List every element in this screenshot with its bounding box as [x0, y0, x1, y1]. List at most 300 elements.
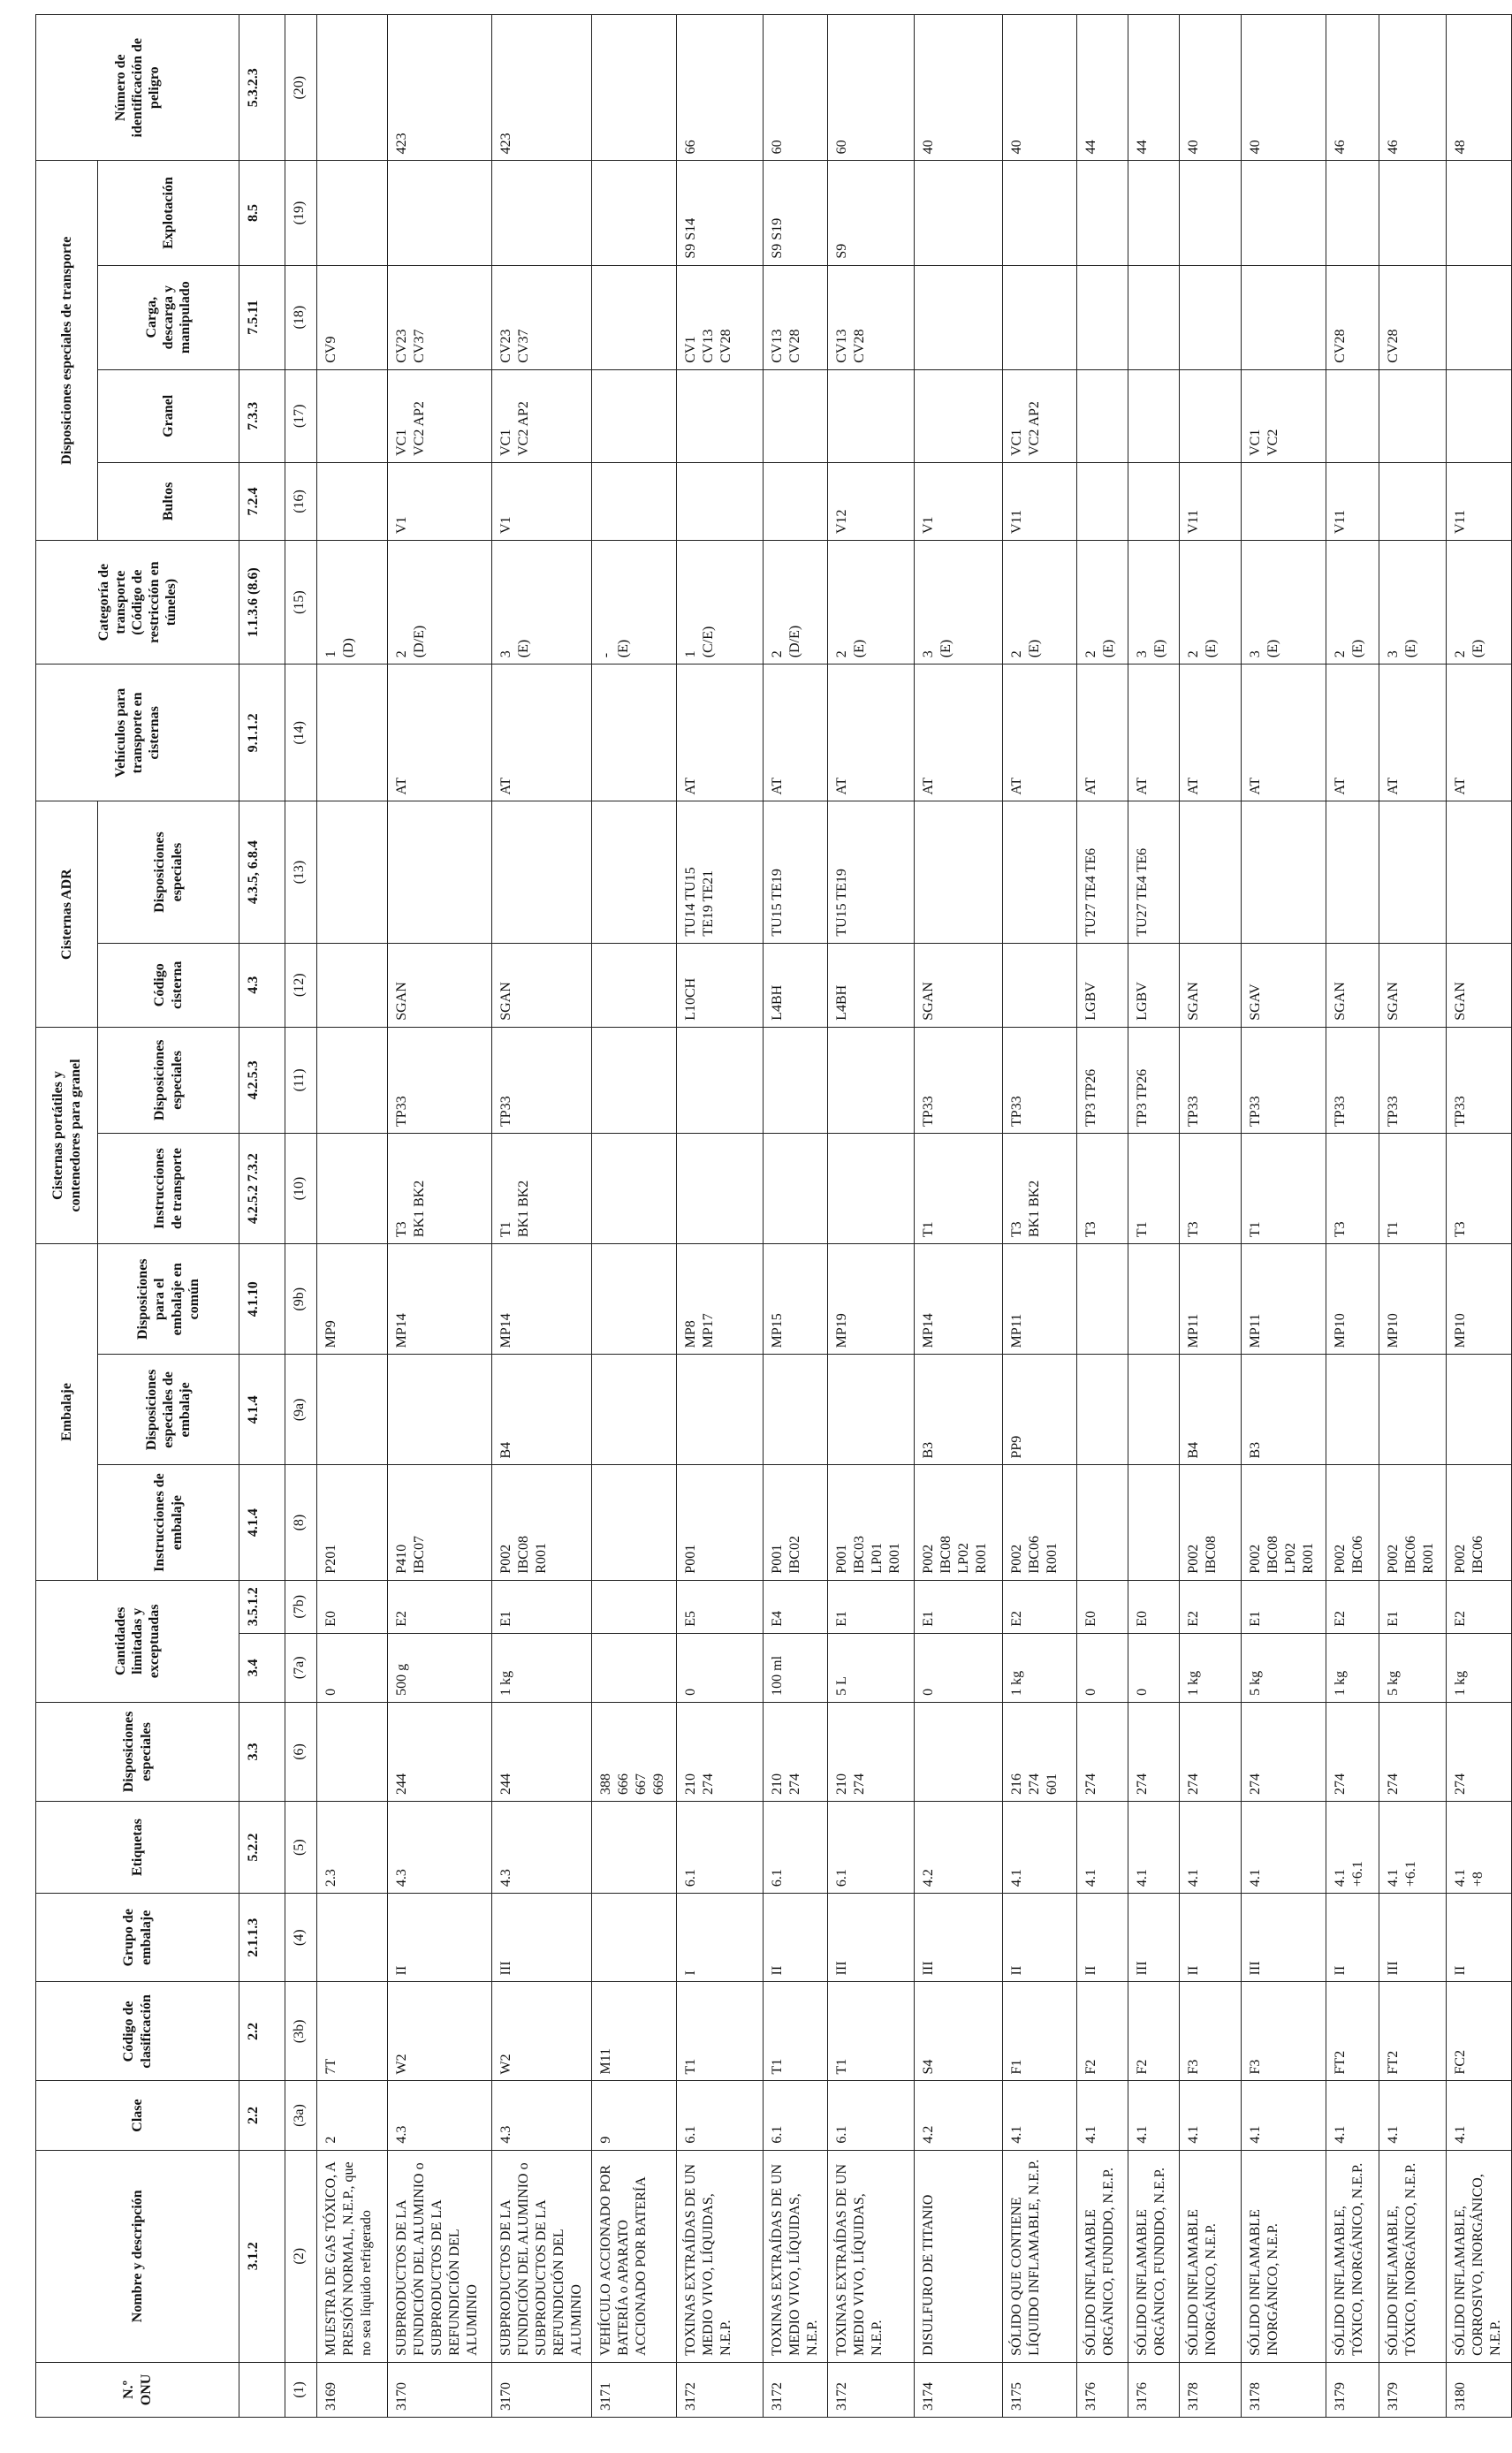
table-cell: SGAN: [492, 943, 592, 1027]
table-cell: [1447, 161, 1512, 265]
table-cell: [592, 369, 677, 462]
table-cell: TP3 TP26: [1077, 1027, 1128, 1133]
table-cell: [388, 161, 492, 265]
table-cell: 3176: [1128, 2362, 1180, 2417]
table-cell: V11: [1180, 462, 1242, 540]
header-adr-tanks: Cisternas ADR: [36, 801, 98, 1027]
table-cell: 3172: [828, 2362, 915, 2417]
table-cell: I: [677, 1894, 764, 1982]
table-cell: [592, 943, 677, 1027]
substance-name-cell: SÓLIDO QUE CONTIENE LÍQUIDO INFLAMABLE, N.E.P.: [1003, 2150, 1077, 2362]
table-cell: [592, 1894, 677, 1982]
table-row: [1326, 15, 1379, 2418]
header-class: Clase: [36, 2081, 239, 2150]
table-cell: E0: [1077, 1580, 1128, 1633]
table-cell: 40: [1180, 15, 1242, 161]
table-row: [915, 15, 1003, 2418]
table-cell: AT: [677, 665, 764, 801]
table-cell: F1: [1003, 1982, 1077, 2081]
header-special-packing: Disposiciones especiales de embalaje: [98, 1355, 239, 1465]
rotated-page: [35, 14, 1503, 2418]
table-cell: T1: [764, 1982, 828, 2081]
ref-cell: 7.3.3: [239, 369, 285, 462]
table-cell: AT: [764, 665, 828, 801]
table-cell: PP9: [1003, 1355, 1077, 1465]
table-cell: 2 (E): [828, 541, 915, 665]
table-cell: 4.3: [492, 2081, 592, 2150]
table-cell: 3174: [915, 2362, 1003, 2417]
table-cell: SGAN: [1447, 943, 1512, 1027]
table-cell: P002 IBC06 R001: [1003, 1465, 1077, 1580]
table-cell: T3: [1077, 1133, 1128, 1243]
table-row: [592, 15, 677, 2418]
table-cell: 2: [317, 2081, 388, 2150]
table-row: [1242, 15, 1326, 2418]
table-cell: 4.1 +6.1: [1379, 1802, 1447, 1894]
table-cell: 3170: [388, 2362, 492, 2417]
table-cell: TU14 TU15 TE19 TE21: [677, 801, 764, 943]
table-cell: [1447, 265, 1512, 369]
table-cell: AT: [915, 665, 1003, 801]
table-cell: 44: [1077, 15, 1128, 161]
table-cell: CV9: [317, 265, 388, 369]
table-cell: 1 kg: [1447, 1633, 1512, 1702]
colnum-cell: (20): [285, 15, 317, 161]
table-cell: 423: [388, 15, 492, 161]
table-cell: B3: [1242, 1355, 1326, 1465]
table-cell: F2: [1128, 1982, 1180, 2081]
table-cell: S9 S19: [764, 161, 828, 265]
table-cell: [388, 801, 492, 943]
table-cell: MP15: [764, 1244, 828, 1355]
table-cell: [1242, 265, 1326, 369]
table-cell: W2: [388, 1982, 492, 2081]
header-loading: Carga, descarga y manipulado: [98, 265, 239, 369]
table-cell: V1: [915, 462, 1003, 540]
header-adr-tank-special: Disposiciones especiales: [98, 801, 239, 943]
ref-cell: 4.1.10: [239, 1244, 285, 1355]
ref-cell: 2.2: [239, 2081, 285, 2150]
table-cell: VC1 VC2 AP2: [492, 369, 592, 462]
table-cell: E1: [1379, 1580, 1447, 1633]
table-cell: FC2: [1447, 1982, 1512, 2081]
table-cell: [764, 1027, 828, 1133]
table-cell: III: [828, 1894, 915, 1982]
table-cell: II: [1003, 1894, 1077, 1982]
colnum-cell: (9b): [285, 1244, 317, 1355]
table-cell: 4.1: [1128, 1802, 1180, 1894]
table-cell: [764, 462, 828, 540]
table-cell: TP33: [1379, 1027, 1447, 1133]
table-cell: [828, 1355, 915, 1465]
table-cell: [317, 1133, 388, 1243]
substance-name-cell: SÓLIDO INFLAMABLE, TÓXICO, INORGÁNICO, N.E.P.: [1379, 2150, 1447, 2362]
table-cell: TP33: [1326, 1027, 1379, 1133]
table-cell: VC1 VC2 AP2: [388, 369, 492, 462]
table-cell: E0: [317, 1580, 388, 1633]
colnum-cell: (11): [285, 1027, 317, 1133]
table-cell: T1 BK1 BK2: [492, 1133, 592, 1243]
table-cell: 4.1: [1447, 2081, 1512, 2150]
table-cell: E0: [1128, 1580, 1180, 1633]
table-cell: [1180, 265, 1242, 369]
table-cell: 4.1: [1077, 1802, 1128, 1894]
table-cell: AT: [1379, 665, 1447, 801]
table-cell: 4.1: [1003, 2081, 1077, 2150]
table-cell: 2 (E): [1180, 541, 1242, 665]
ref-cell: 3.5.1.2: [239, 1580, 285, 1633]
header-limited-quantities: Cantidades limitadas y exceptuadas: [36, 1580, 239, 1702]
table-cell: MP11: [1242, 1244, 1326, 1355]
table-cell: [677, 1355, 764, 1465]
table-cell: [388, 1355, 492, 1465]
table-cell: [592, 665, 677, 801]
table-cell: III: [1379, 1894, 1447, 1982]
table-cell: 3171: [592, 2362, 677, 2417]
header-un-no: N.º ONU: [36, 2362, 239, 2417]
table-cell: [492, 161, 592, 265]
table-cell: [1077, 1355, 1128, 1465]
table-cell: 7T: [317, 1982, 388, 2081]
table-cell: V11: [1447, 462, 1512, 540]
table-cell: 5 kg: [1242, 1633, 1326, 1702]
table-cell: [1128, 369, 1180, 462]
header-mixed-packing: Disposiciones para el embalaje en común: [98, 1244, 239, 1355]
table-cell: P001: [677, 1465, 764, 1580]
table-row: [1180, 15, 1242, 2418]
table-cell: SGAN: [1379, 943, 1447, 1027]
table-cell: CV23 CV37: [388, 265, 492, 369]
table-cell: VC1 VC2: [1242, 369, 1326, 462]
table-cell: [915, 265, 1003, 369]
table-cell: 3 (E): [915, 541, 1003, 665]
table-cell: TP33: [1180, 1027, 1242, 1133]
header-special-provisions: Disposiciones especiales: [36, 1702, 239, 1801]
table-cell: 3 (E): [492, 541, 592, 665]
table-cell: CV28: [1326, 265, 1379, 369]
ref-cell: 7.5.11: [239, 265, 285, 369]
table-cell: AT: [1326, 665, 1379, 801]
table-cell: III: [1242, 1894, 1326, 1982]
table-cell: P410 IBC07: [388, 1465, 492, 1580]
table-cell: [915, 161, 1003, 265]
table-cell: E5: [677, 1580, 764, 1633]
table-cell: [1128, 265, 1180, 369]
table-cell: 2 (D/E): [388, 541, 492, 665]
table-cell: TP33: [915, 1027, 1003, 1133]
header-vehicle: Vehículos para transporte en cisternas: [36, 665, 239, 801]
ref-cell: 4.2.5.2 7.3.2: [239, 1133, 285, 1243]
header-labels: Etiquetas: [36, 1802, 239, 1894]
table-cell: 2 (E): [1447, 541, 1512, 665]
table-cell: [1447, 1355, 1512, 1465]
table-row: [388, 15, 492, 2418]
table-cell: V1: [492, 462, 592, 540]
table-cell: CV1 CV13 CV28: [677, 265, 764, 369]
table-cell: 3176: [1077, 2362, 1128, 2417]
table-cell: FT2: [1379, 1982, 1447, 2081]
ref-cell: [239, 2362, 285, 2417]
table-cell: TP33: [388, 1027, 492, 1133]
table-cell: 44: [1128, 15, 1180, 161]
table-cell: 3180: [1447, 2362, 1512, 2417]
table-cell: TP33: [1447, 1027, 1512, 1133]
table-cell: [1128, 1355, 1180, 1465]
table-cell: 6.1: [764, 1802, 828, 1894]
table-cell: SGAN: [1180, 943, 1242, 1027]
table-cell: S9: [828, 161, 915, 265]
table-cell: S4: [915, 1982, 1003, 2081]
table-cell: 244: [492, 1702, 592, 1801]
table-cell: [1242, 161, 1326, 265]
table-cell: 274: [1447, 1702, 1512, 1801]
ref-cell: 7.2.4: [239, 462, 285, 540]
table-cell: 1 kg: [1326, 1633, 1379, 1702]
table-cell: 3178: [1180, 2362, 1242, 2417]
table-cell: MP14: [915, 1244, 1003, 1355]
header-class-code: Código de clasificación: [36, 1982, 239, 2081]
table-cell: 46: [1379, 15, 1447, 161]
table-cell: 2 (E): [1003, 541, 1077, 665]
table-cell: 40: [915, 15, 1003, 161]
table-cell: 6.1: [677, 1802, 764, 1894]
table-cell: 0: [677, 1633, 764, 1702]
table-cell: 274: [1077, 1702, 1128, 1801]
table-cell: [317, 462, 388, 540]
table-cell: [915, 801, 1003, 943]
table-cell: LGBV: [1077, 943, 1128, 1027]
table-cell: [677, 1133, 764, 1243]
table-cell: III: [1128, 1894, 1180, 1982]
table-cell: 274: [1242, 1702, 1326, 1801]
table-cell: V11: [1326, 462, 1379, 540]
table-cell: T1: [1379, 1133, 1447, 1243]
table-cell: 423: [492, 15, 592, 161]
table-cell: 210 274: [828, 1702, 915, 1801]
table-cell: E4: [764, 1580, 828, 1633]
ref-cell: 4.1.4: [239, 1355, 285, 1465]
table-cell: 40: [1242, 15, 1326, 161]
colnum-cell: (2): [285, 2150, 317, 2362]
table-cell: 4.1: [1128, 2081, 1180, 2150]
table-row: [1077, 15, 1128, 2418]
table-cell: 210 274: [764, 1702, 828, 1801]
table-cell: P001 IBC02: [764, 1465, 828, 1580]
table-cell: 0: [1077, 1633, 1128, 1702]
table-cell: MP10: [1447, 1244, 1512, 1355]
table-cell: [317, 943, 388, 1027]
table-cell: VC1 VC2 AP2: [1003, 369, 1077, 462]
table-cell: [677, 369, 764, 462]
table-cell: [317, 1355, 388, 1465]
table-cell: [764, 369, 828, 462]
table-cell: V11: [1003, 462, 1077, 540]
header-tank-special: Disposiciones especiales: [98, 1027, 239, 1133]
table-cell: 1 (D): [317, 541, 388, 665]
table-cell: E2: [1180, 1580, 1242, 1633]
table-cell: 216 274 601: [1003, 1702, 1077, 1801]
header-packaging: Embalaje: [36, 1244, 98, 1581]
header-name: Nombre y descripción: [36, 2150, 239, 2362]
table-cell: [1128, 161, 1180, 265]
table-cell: 4.1: [1379, 2081, 1447, 2150]
table-cell: 2 (E): [1326, 541, 1379, 665]
table-cell: 500 g: [388, 1633, 492, 1702]
table-cell: F2: [1077, 1982, 1128, 2081]
table-cell: SGAV: [1242, 943, 1326, 1027]
table-cell: 3 (E): [1128, 541, 1180, 665]
table-cell: [1447, 369, 1512, 462]
header-hazard-id: Número de identificación de peligro: [36, 15, 239, 161]
colnum-cell: (7a): [285, 1633, 317, 1702]
table-cell: 60: [828, 15, 915, 161]
table-cell: [1180, 369, 1242, 462]
table-cell: [764, 1133, 828, 1243]
table-cell: F3: [1180, 1982, 1242, 2081]
table-cell: II: [1326, 1894, 1379, 1982]
colnum-cell: (16): [285, 462, 317, 540]
table-cell: TU15 TE19: [828, 801, 915, 943]
table-cell: CV28: [1379, 265, 1447, 369]
table-cell: 4.2: [915, 1802, 1003, 1894]
table-cell: [317, 1702, 388, 1801]
colnum-cell: (18): [285, 265, 317, 369]
table-cell: 1 kg: [1180, 1633, 1242, 1702]
table-cell: FT2: [1326, 1982, 1379, 2081]
table-cell: [1242, 801, 1326, 943]
substance-name-cell: SÓLIDO INFLAMABLE ORGÁNICO, FUNDIDO, N.E.P.: [1128, 2150, 1180, 2362]
table-cell: II: [1180, 1894, 1242, 1982]
table-cell: [1077, 265, 1128, 369]
colnum-cell: (8): [285, 1465, 317, 1580]
table-cell: 6.1: [677, 2081, 764, 2150]
table-cell: [1128, 1465, 1180, 1580]
table-cell: S9 S14: [677, 161, 764, 265]
colnum-cell: (19): [285, 161, 317, 265]
substance-name-cell: SUBPRODUCTOS DE LA FUNDICIÓN DEL ALUMINIO o SUBPRODUCTOS DE LA REFUNDICIÓN DEL ALUMINIO: [492, 2150, 592, 2362]
table-cell: II: [764, 1894, 828, 1982]
table-cell: 3172: [764, 2362, 828, 2417]
table-cell: L10CH: [677, 943, 764, 1027]
colnum-cell: (14): [285, 665, 317, 801]
table-cell: [317, 369, 388, 462]
table-cell: [828, 1133, 915, 1243]
table-cell: [317, 161, 388, 265]
table-cell: [317, 1027, 388, 1133]
table-cell: W2: [492, 1982, 592, 2081]
colnum-cell: (15): [285, 541, 317, 665]
table-cell: 3170: [492, 2362, 592, 2417]
table-cell: AT: [1128, 665, 1180, 801]
table-cell: [592, 1355, 677, 1465]
table-cell: 210 274: [677, 1702, 764, 1801]
header-packing-group: Grupo de embalaje: [36, 1894, 239, 1982]
table-row: [764, 15, 828, 2418]
table-cell: MP10: [1326, 1244, 1379, 1355]
table-cell: 4.1: [1180, 2081, 1242, 2150]
table-cell: MP19: [828, 1244, 915, 1355]
table-cell: 4.1: [1003, 1802, 1077, 1894]
table-cell: E1: [492, 1580, 592, 1633]
table-row: [317, 15, 388, 2418]
table-cell: [592, 161, 677, 265]
colnum-cell: (7b): [285, 1580, 317, 1633]
table-cell: B4: [492, 1355, 592, 1465]
table-cell: [1326, 161, 1379, 265]
table-cell: [1003, 265, 1077, 369]
table-cell: 48: [1447, 15, 1512, 161]
table-cell: 1 kg: [1003, 1633, 1077, 1702]
table-cell: 4.3: [388, 1802, 492, 1894]
ref-cell: 2.2: [239, 1982, 285, 2081]
table-cell: P002 IBC08 LP02 R001: [915, 1465, 1003, 1580]
table-row: [1003, 15, 1077, 2418]
table-cell: V12: [828, 462, 915, 540]
table-cell: MP14: [388, 1244, 492, 1355]
table-cell: [1003, 801, 1077, 943]
table-cell: 0: [1128, 1633, 1180, 1702]
colnum-cell: (12): [285, 943, 317, 1027]
table-cell: 3172: [677, 2362, 764, 2417]
table-cell: AT: [828, 665, 915, 801]
table-cell: [764, 1355, 828, 1465]
colnum-cell: (4): [285, 1894, 317, 1982]
table-cell: [1379, 369, 1447, 462]
table-cell: [592, 15, 677, 161]
header-tank-instructions: Instrucciones de transporte: [98, 1133, 239, 1243]
table-cell: MP10: [1379, 1244, 1447, 1355]
table-cell: [1077, 1244, 1128, 1355]
table-cell: 0: [317, 1633, 388, 1702]
colnum-cell: (3b): [285, 1982, 317, 2081]
table-row: [1128, 15, 1180, 2418]
ref-cell: 4.1.4: [239, 1465, 285, 1580]
table-cell: T1: [828, 1982, 915, 2081]
table-cell: [317, 1894, 388, 1982]
table-cell: 2.3: [317, 1802, 388, 1894]
table-cell: [1003, 943, 1077, 1027]
table-cell: T1: [915, 1133, 1003, 1243]
table-cell: [1077, 1465, 1128, 1580]
table-cell: 244: [388, 1702, 492, 1801]
colnum-cell: (5): [285, 1802, 317, 1894]
table-cell: [1077, 369, 1128, 462]
table-cell: P002 IBC06 R001: [1379, 1465, 1447, 1580]
header-bulk: Granel: [98, 369, 239, 462]
substance-name-cell: SÓLIDO INFLAMABLE, TÓXICO, INORGÁNICO, N.E.P.: [1326, 2150, 1379, 2362]
table-cell: E2: [1447, 1580, 1512, 1633]
table-cell: CV23 CV37: [492, 265, 592, 369]
table-cell: 388 666 667 669: [592, 1702, 677, 1801]
table-cell: [1326, 369, 1379, 462]
table-cell: [1326, 1355, 1379, 1465]
table-cell: 3 (E): [1242, 541, 1326, 665]
table-cell: [592, 1633, 677, 1702]
table-cell: 60: [764, 15, 828, 161]
table-cell: M11: [592, 1982, 677, 2081]
table-cell: [828, 369, 915, 462]
colnum-cell: (10): [285, 1133, 317, 1243]
column-number-row: [285, 15, 317, 2418]
table-cell: [1379, 1355, 1447, 1465]
table-cell: T3 BK1 BK2: [388, 1133, 492, 1243]
table-cell: AT: [1242, 665, 1326, 801]
colnum-cell: (1): [285, 2362, 317, 2417]
ref-cell: 4.3: [239, 943, 285, 1027]
colnum-cell: (6): [285, 1702, 317, 1801]
table-cell: [1128, 462, 1180, 540]
table-cell: TP33: [492, 1027, 592, 1133]
